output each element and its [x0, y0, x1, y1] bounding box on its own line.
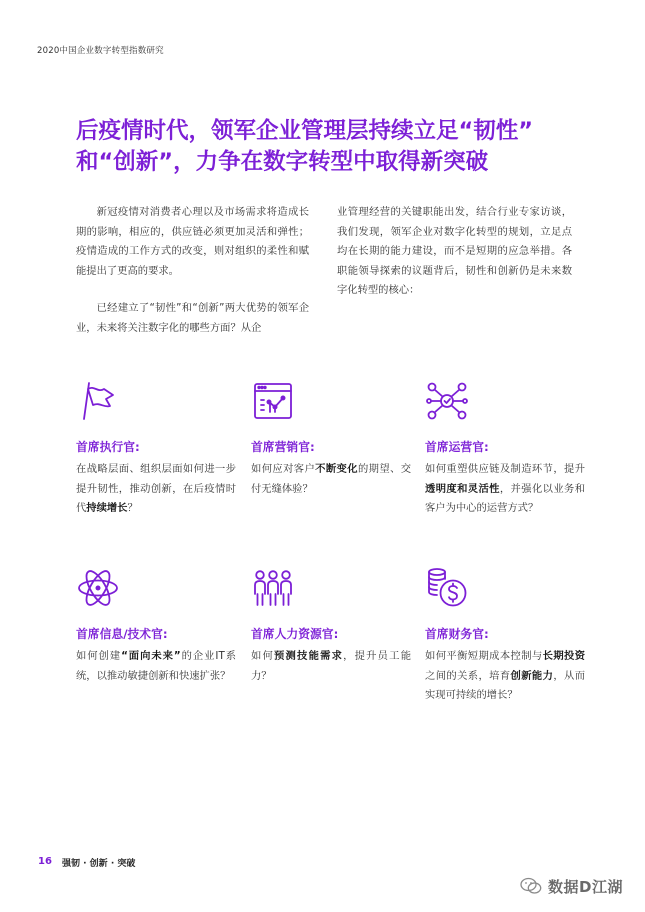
role-chro [251, 566, 411, 686]
people-group-icon [251, 566, 295, 610]
wechat-icon [520, 877, 542, 895]
description-text: 在战略层面、组织层面如何进一步提升韧性，推动创新，在后疫情时代 [76, 463, 236, 515]
emphasis-text: 长期投资 [542, 650, 586, 662]
role-title: 首席财务官: [425, 627, 489, 641]
page-headline [76, 116, 576, 178]
role-title: 首席执行官: [76, 440, 140, 454]
atom-icon [76, 566, 120, 610]
role-title: 首席运营官: [425, 440, 489, 454]
intro-paragraph-1: 新冠疫情对消费者心理以及市场需求将造成长期的影响，相应的，供应链必须更加灵活和弹性；疫情造成的工作方式的改变，则对组织的柔性和赋能提出了更高的要求。 [76, 206, 309, 277]
description-text: 的期望、交付无缝体验？ [251, 463, 412, 495]
role-description [76, 460, 236, 519]
headline-line-2: 和“创新”，力争在数字转型中取得新突破 [76, 149, 489, 175]
role-description [425, 647, 585, 706]
page-number: 16 [38, 856, 52, 867]
footer-tagline: 强韧 · 创新 · 突破 [62, 859, 136, 869]
description-text: ，提升员工能力？ [251, 650, 411, 682]
emphasis-text: “面向未来” [121, 650, 181, 662]
description-text: 如何 [251, 650, 275, 662]
description-text: ？ [127, 502, 138, 515]
description-text: 如何应对客户 [251, 463, 316, 475]
role-description [425, 460, 585, 519]
emphasis-text: 不断变化 [315, 463, 358, 475]
description-text: 如何重塑供应链及制造环节，提升 [425, 463, 585, 475]
role-title: 首席人力资源官: [251, 627, 339, 641]
role-cfo [425, 566, 585, 706]
role-coo [425, 379, 585, 519]
intro-paragraph-2: 已经建立了“韧性”和“创新”两大优势的领军企业，未来将关注数字化的哪些方面？从企 [76, 302, 309, 334]
role-description [251, 460, 411, 499]
watermark [520, 872, 623, 900]
intro-paragraph-3: 业管理经营的关键职能出发，结合行业专家访谈，我们发现，领军企业对数字化转型的规划，立足点均在长期的能力建设，而不是短期的应急举措。各职能领导探索的议题背后，韧性和创新仍是未来数字化转型的核心： [337, 206, 572, 297]
emphasis-text: 持续增长 [86, 502, 128, 515]
description-text: 之间的关系，培育 [425, 669, 511, 682]
role-title: 首席信息/技术官: [76, 627, 168, 641]
analytics-dashboard-icon [251, 379, 295, 423]
flag-icon [76, 379, 120, 423]
role-description [76, 647, 236, 686]
role-description [251, 647, 411, 686]
emphasis-text: 透明度和灵活性 [425, 482, 500, 495]
intro-left-column [76, 203, 309, 339]
emphasis-text: 创新能力 [510, 669, 554, 682]
intro-right-column [337, 203, 572, 301]
description-text: ，从而实现可持续的增长？ [425, 669, 586, 702]
role-title: 首席营销官: [251, 440, 315, 454]
role-ceo [76, 379, 236, 519]
description-text: ，并强化以业务和客户为中心的运营方式？ [425, 482, 586, 515]
headline-line-1: 后疫情时代，领军企业管理层持续立足“韧性” [76, 118, 534, 144]
watermark-text: 数据D江湖 [548, 877, 623, 896]
role-cmo [251, 379, 411, 499]
coins-dollar-icon [425, 566, 469, 610]
network-hub-icon [425, 379, 469, 423]
emphasis-text: 预测技能需求 [274, 650, 344, 662]
description-text: 的企业IT系统，以推动敏捷创新和快速扩张？ [76, 650, 236, 682]
running-header: 2020中国企业数字转型指数研究 [37, 46, 164, 56]
description-text: 如何创建 [76, 650, 122, 662]
role-cio-cto [76, 566, 236, 686]
description-text: 如何平衡短期成本控制与 [425, 650, 543, 662]
